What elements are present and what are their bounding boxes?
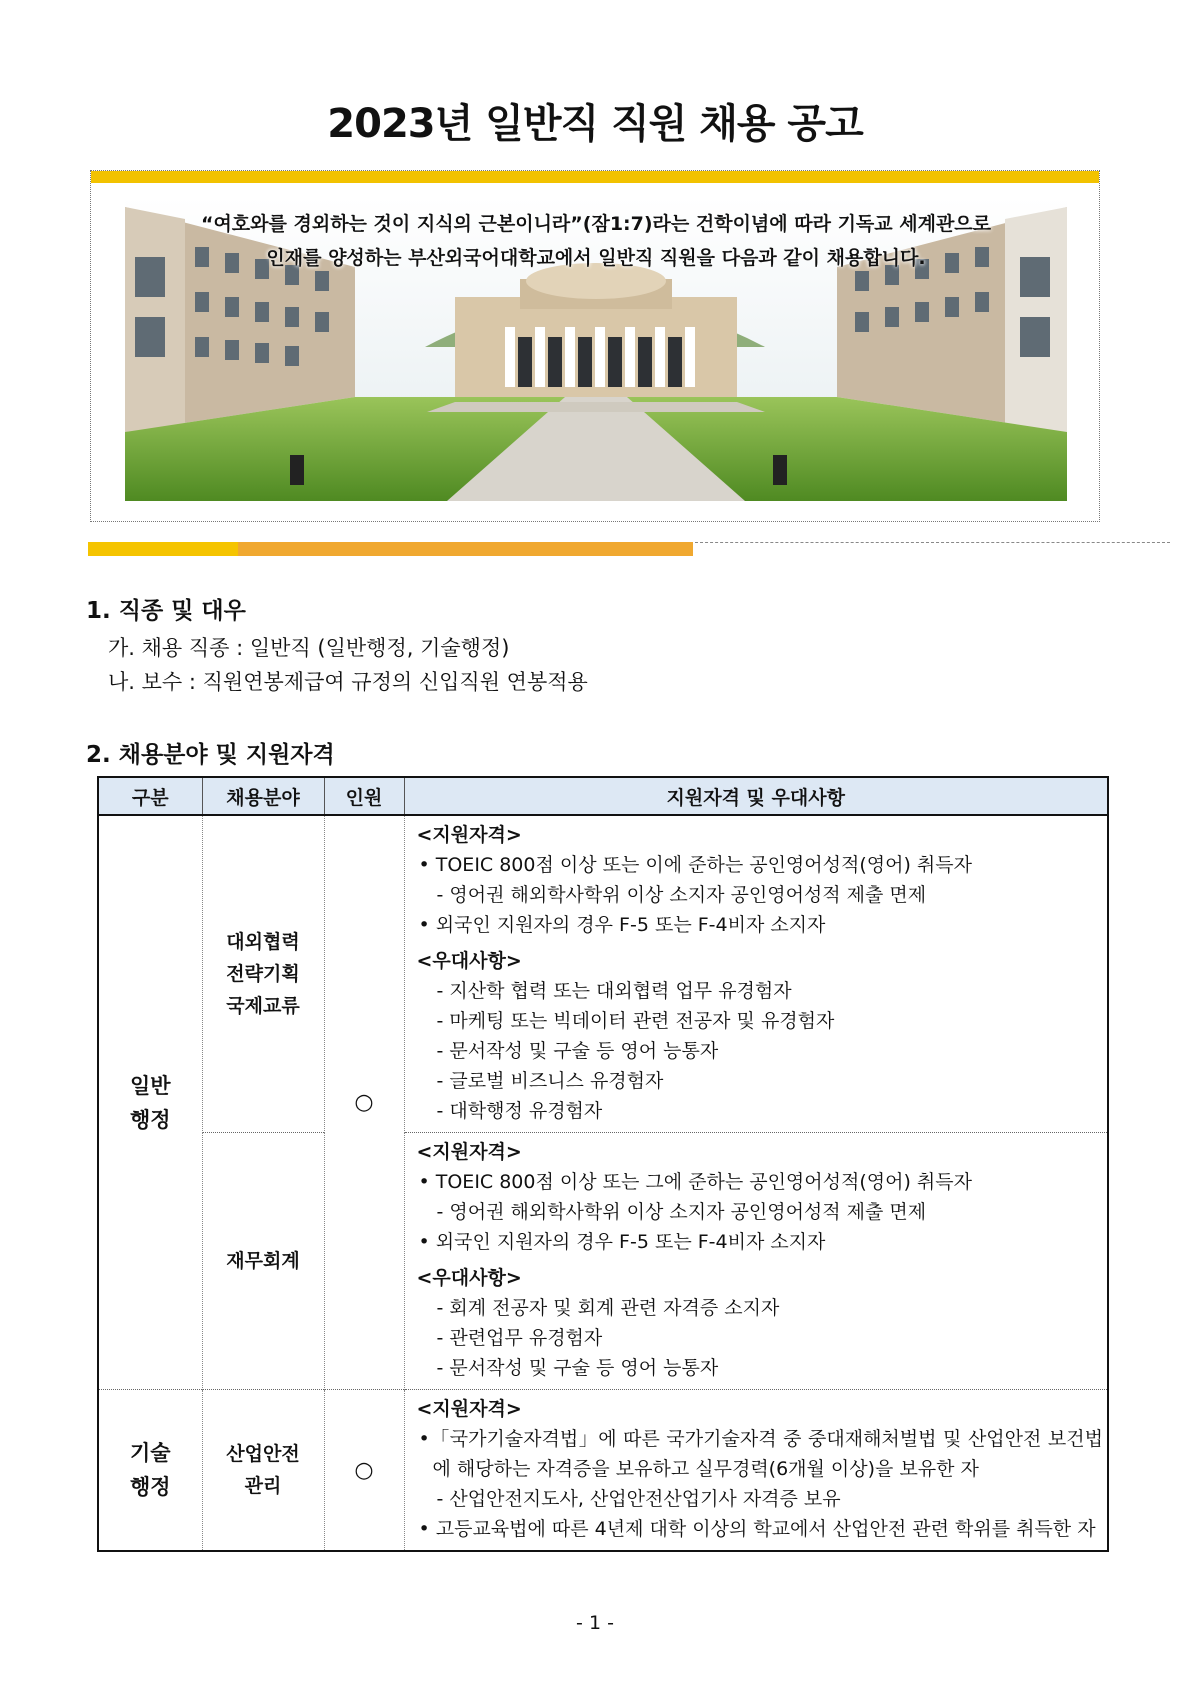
pref-item: - 마케팅 또는 빅데이터 관련 전공자 및 유경험자: [436, 1010, 835, 1032]
pref-item: - 지산학 협력 또는 대외협력 업무 유경험자: [436, 980, 792, 1002]
divider-segment-yellow: [88, 542, 238, 556]
qualifications-cell: [404, 1390, 1108, 1552]
field-finance-accounting: 재무회계: [202, 1133, 324, 1390]
category-general-admin: [98, 815, 202, 1390]
field-external-cooperation: [202, 815, 324, 1133]
pref-heading: <우대사항>: [416, 950, 522, 972]
field-text: 전략기획: [226, 963, 300, 985]
qual-sub: - 산업안전지도사, 산업안전산업기사 자격증 보유: [436, 1488, 841, 1510]
table-row: [98, 1133, 1108, 1390]
banner: [90, 170, 1100, 522]
qual-heading: <지원자격>: [416, 1398, 522, 1420]
field-text: 산업안전: [226, 1443, 300, 1465]
category-text: 행정: [129, 1107, 171, 1132]
header-category: 구분: [98, 777, 202, 815]
category-technical-admin: [98, 1390, 202, 1552]
table-header-row: [98, 777, 1108, 815]
field-industrial-safety: [202, 1390, 324, 1552]
pref-item: - 문서작성 및 구술 등 영어 능통자: [436, 1357, 719, 1379]
recruitment-table: [97, 776, 1109, 1552]
field-text: 관리: [244, 1475, 282, 1497]
category-text: 행정: [129, 1475, 171, 1499]
table-row: [98, 815, 1108, 1133]
divider-segment-orange: [238, 542, 693, 556]
banner-top-bar: [91, 171, 1099, 183]
qual-bullet: • 외국인 지원자의 경우 F-5 또는 F-4비자 소지자: [418, 914, 826, 936]
category-text: 기술: [129, 1441, 171, 1465]
page-title: 2023년 일반직 직원 채용 공고: [327, 101, 863, 147]
divider-bar: [88, 542, 693, 556]
qual-bullet: • 외국인 지원자의 경우 F-5 또는 F-4비자 소지자: [418, 1231, 826, 1253]
pref-item: - 문서작성 및 구술 등 영어 능통자: [436, 1040, 719, 1062]
pref-item: - 회계 전공자 및 회계 관련 자격증 소지자: [436, 1297, 780, 1319]
banner-text: [125, 207, 1067, 275]
qual-heading: <지원자격>: [416, 824, 522, 846]
section2-heading: 2. 채용분야 및 지원자격: [86, 742, 335, 768]
section1-item-2: 나. 보수 : 직원연봉제급여 규정의 신입직원 연봉적용: [108, 670, 588, 694]
qualifications-cell: [404, 1133, 1108, 1390]
header-field: 채용분야: [202, 777, 324, 815]
pref-heading: <우대사항>: [416, 1267, 522, 1289]
table-row: [98, 1390, 1108, 1552]
qual-bullet: • 고등교육법에 따른 4년제 대학 이상의 학교에서 산업안전 관련 학위를 취득한 자: [418, 1518, 1096, 1540]
field-text: 국제교류: [226, 995, 300, 1017]
category-text: 일반: [129, 1073, 171, 1098]
qual-heading: <지원자격>: [416, 1141, 522, 1163]
count-general-admin: ○: [324, 815, 404, 1390]
pref-item: - 대학행정 유경험자: [436, 1100, 603, 1122]
qual-bullet: •「국가기술자격법」에 따른 국가기술자격 중 중대재해처벌법 및 산업안전 보건법에 해당하는 자격증을 보유하고 실무경력(6개월 이상)을 보유한 자: [418, 1428, 1103, 1480]
field-text: 대외협력: [226, 931, 300, 953]
campus-photo: [125, 197, 1067, 501]
divider-dashed-line: [695, 542, 1170, 543]
count-technical-admin: ○: [324, 1390, 404, 1552]
pref-item: - 관련업무 유경험자: [436, 1327, 603, 1349]
banner-line-1: “여호와를 경외하는 것이 지식의 근본이니라”(잠1:7)라는 건학이념에 따라 기독교 세계관으로: [200, 213, 992, 235]
page-number: - 1 -: [576, 1612, 614, 1634]
qual-sub: - 영어권 해외학사학위 이상 소지자 공인영어성적 제출 면제: [436, 884, 927, 906]
header-count: 인원: [324, 777, 404, 815]
section1-heading: 1. 직종 및 대우: [86, 598, 246, 624]
qual-sub: - 영어권 해외학사학위 이상 소지자 공인영어성적 제출 면제: [436, 1201, 927, 1223]
qualifications-cell: [404, 815, 1108, 1133]
section1-item-1: 가. 채용 직종 : 일반직 (일반행정, 기술행정): [108, 636, 510, 660]
qual-bullet: • TOEIC 800점 이상 또는 그에 준하는 공인영어성적(영어) 취득자: [418, 1171, 972, 1193]
header-qualifications: 지원자격 및 우대사항: [404, 777, 1108, 815]
pref-item: - 글로벌 비즈니스 유경험자: [436, 1070, 664, 1092]
banner-line-2: 인재를 양성하는 부산외국어대학교에서 일반직 직원을 다음과 같이 채용합니다.: [266, 247, 926, 269]
qual-bullet: • TOEIC 800점 이상 또는 이에 준하는 공인영어성적(영어) 취득자: [418, 854, 972, 876]
